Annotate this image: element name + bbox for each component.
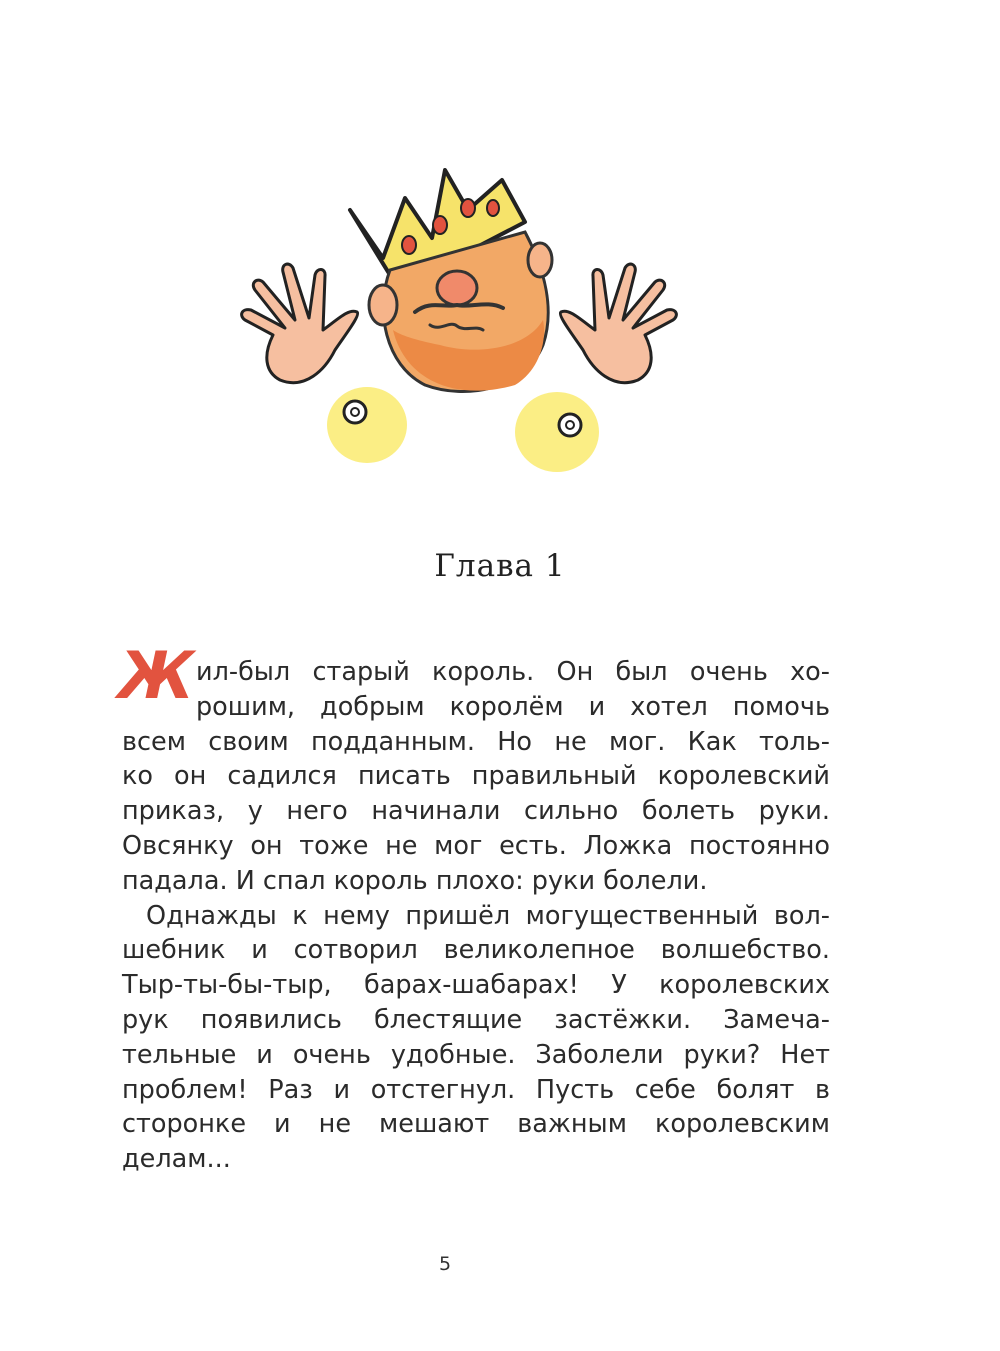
text-line: Овсянку он тоже не мог есть. Ложка постоянно (122, 830, 830, 861)
text-line: Однажды к нему пришёл могущественный вол- (146, 900, 830, 931)
text-line: ил-был старый король. Он был очень хо- (196, 657, 830, 687)
king-with-hands-icon (225, 140, 705, 490)
text-line: сторонке и не мешают важным королевским (122, 1109, 830, 1140)
text-line: всем своим подданным. Но не мог. Как толь- (122, 726, 830, 757)
text-line: проблем! Раз и отстегнул. Пусть себе болят в (122, 1074, 830, 1105)
text-line: тельные и очень удобные. Заболели руки? Нет (122, 1039, 830, 1070)
text-line: приказ, у него начинали сильно болеть руки. (122, 796, 830, 827)
text-line: рошим, добрым королём и хотел помочь (196, 691, 830, 722)
text-line: рук появились блестящие застёжки. Замеча- (122, 1004, 830, 1035)
chapter-title: Глава 1 (434, 548, 566, 584)
text-line: шебник и сотворил великолепное волшебство. (122, 935, 830, 966)
page-number: 5 (438, 1253, 452, 1275)
story-text (109, 637, 842, 1177)
text-line: Тыр-ты-бы-тыр, барах-шабарах! У королевских (122, 970, 830, 1001)
text-line: ко он садился писать правильный королевский (122, 761, 830, 792)
drop-cap: Ж (109, 637, 203, 714)
text-line: делам... (122, 1144, 231, 1175)
king-illustration (225, 140, 705, 490)
text-line: падала. И спал король плохо: руки болели. (122, 865, 708, 896)
